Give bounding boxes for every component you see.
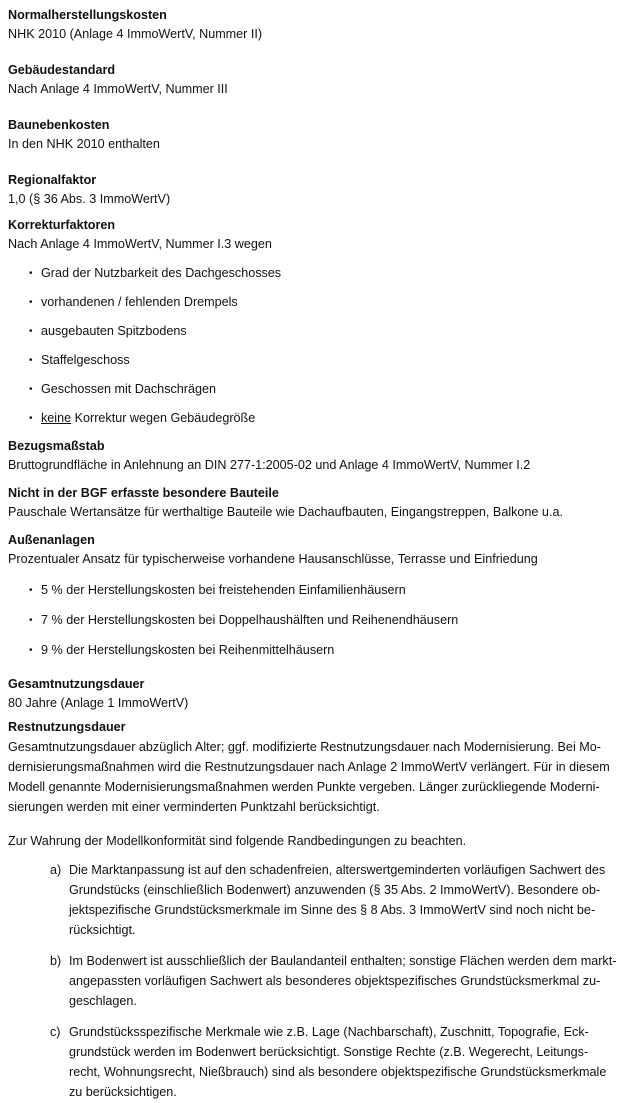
rnd-line: dernisierungsmaßnahmen wird die Restnutzungsdauer nach Anlage 2 ImmoWertV verlängert. Für in diesem [8, 760, 610, 774]
condition-label: c) [50, 1025, 61, 1039]
list-item: • 7 % der Herstellungskosten bei Doppelhaushälften und Reihenendhäusern [29, 611, 626, 630]
document-page [8, 5, 626, 1102]
rnd-line: Modell genannte Modernisierungsmaßnahmen werden Punkte vergeben. Länger zurückliegende Moderni- [8, 780, 600, 794]
condition-label: b) [50, 954, 62, 968]
section-text: NHK 2010 (Anlage 4 ImmoWertV, Nummer II) [8, 27, 263, 41]
condition-line: zu berücksichtigen. [69, 1085, 177, 1099]
section-gesamtnutzungsdauer [8, 674, 626, 713]
section-heading: Regionalfaktor [8, 173, 97, 187]
condition-line: recht, Wohnungsrecht, Nießbrauch) sind als besondere objektspezifische Grundstücksmerkmale [69, 1065, 607, 1079]
condition-line: angepassten vorläufigen Sachwert als besonderes objektspezifisches Grundstücksmerkmal zu- [69, 974, 601, 988]
section-normalherstellungskosten [8, 5, 626, 44]
list-item: • vorhandenen / fehlenden Drempels [29, 293, 626, 312]
condition-line: grundstück werden im Bodenwert berücksichtigt. Sonstige Rechte (z.B. Wegerecht, Leitungs- [69, 1045, 589, 1059]
section-baunebenkosten [8, 115, 626, 154]
section-heading: Gesamtnutzungsdauer [8, 677, 145, 691]
list-item [29, 409, 626, 428]
aussenanlagen-list [8, 581, 626, 660]
section-restnutzungsdauer [8, 717, 626, 817]
section-text: In den NHK 2010 enthalten [8, 137, 160, 151]
section-heading: Korrekturfaktoren [8, 218, 116, 232]
section-heading: Restnutzungsdauer [8, 720, 126, 734]
condition-item [50, 951, 626, 1011]
list-item: • Geschossen mit Dachschrägen [29, 380, 626, 399]
condition-item [50, 1022, 626, 1102]
section-text: Bruttogrundfläche in Anlehnung an DIN 277-1:2005-02 und Anlage 4 ImmoWertV, Nummer I.2 [8, 458, 531, 472]
korrektur-list [8, 264, 626, 428]
list-item: • Grad der Nutzbarkeit des Dachgeschosses [29, 264, 626, 283]
condition-line: Grundstücksspezifische Merkmale wie z.B. Lage (Nachbarschaft), Zuschnitt, Topografie, Eck- [69, 1025, 589, 1039]
section-heading: Gebäudestandard [8, 63, 116, 77]
section-bezugsmassstab [8, 436, 626, 475]
rnd-line: Gesamtnutzungsdauer abzüglich Alter; ggf. modifizierte Restnutzungsdauer nach Modernisierung. Bei Mo- [8, 740, 601, 754]
section-heading: Normalherstellungskosten [8, 8, 167, 22]
condition-item [50, 860, 626, 940]
section-gebaeudestandard [8, 60, 626, 99]
list-item: • ausgebauten Spitzbodens [29, 322, 626, 341]
section-regionalfaktor [8, 170, 626, 209]
section-text: Pauschale Wertansätze für werthaltige Bauteile wie Dachaufbauten, Eingangstreppen, Balkone u.a. [8, 505, 563, 519]
section-heading: Außenanlagen [8, 533, 95, 547]
list-item: • Staffelgeschoss [29, 351, 626, 370]
section-heading: Nicht in der BGF erfasste besondere Bauteile [8, 486, 279, 500]
section-heading: Bezugsmaßstab [8, 439, 105, 453]
section-aussenanlagen [8, 530, 626, 660]
conditions-list [8, 860, 626, 1102]
condition-line: Grundstücks (einschließlich Bodenwert) anzuwenden (§ 35 Abs. 2 ImmoWertV). Besondere ob- [69, 883, 601, 897]
condition-line: jektspezifische Grundstücksmerkmale im Sinne des § 8 Abs. 3 ImmoWertV sind noch nicht be- [69, 903, 596, 917]
condition-line: rücksichtigt. [69, 923, 136, 937]
section-text: Prozentualer Ansatz für typischerweise vorhandene Hausanschlüsse, Terrasse und Einfriedung [8, 552, 538, 566]
rnd-line: sierungen werden mit einer verminderten Punktzahl berücksichtigt. [8, 800, 380, 814]
conditions-intro: Zur Wahrung der Modellkonformität sind folgende Randbedingungen zu beachten. [8, 834, 467, 848]
condition-line: Die Marktanpassung ist auf den schadenfreien, alterswertgeminderten vorläufigen Sachwert des [69, 863, 606, 877]
condition-label: a) [50, 863, 62, 877]
emphasis-underline: keine [41, 411, 72, 425]
section-heading: Baunebenkosten [8, 118, 110, 132]
section-text: 80 Jahre (Anlage 1 ImmoWertV) [8, 696, 189, 710]
section-text: Nach Anlage 4 ImmoWertV, Nummer III [8, 82, 228, 96]
list-item: • 5 % der Herstellungskosten bei freistehenden Einfamilienhäusern [29, 581, 626, 600]
list-item: • 9 % der Herstellungskosten bei Reihenmittelhäusern [29, 641, 626, 660]
condition-line: geschlagen. [69, 994, 137, 1008]
section-besondere-bauteile [8, 483, 626, 522]
section-korrekturfaktoren [8, 215, 626, 428]
section-text: 1,0 (§ 36 Abs. 3 ImmoWertV) [8, 192, 171, 206]
section-text: Nach Anlage 4 ImmoWertV, Nummer I.3 wegen [8, 237, 272, 251]
list-item-rest: Korrektur wegen Gebäudegröße [71, 411, 256, 425]
condition-line: Im Bodenwert ist ausschließlich der Baulandanteil enthalten; sonstige Flächen werden dem markt- [69, 954, 617, 968]
